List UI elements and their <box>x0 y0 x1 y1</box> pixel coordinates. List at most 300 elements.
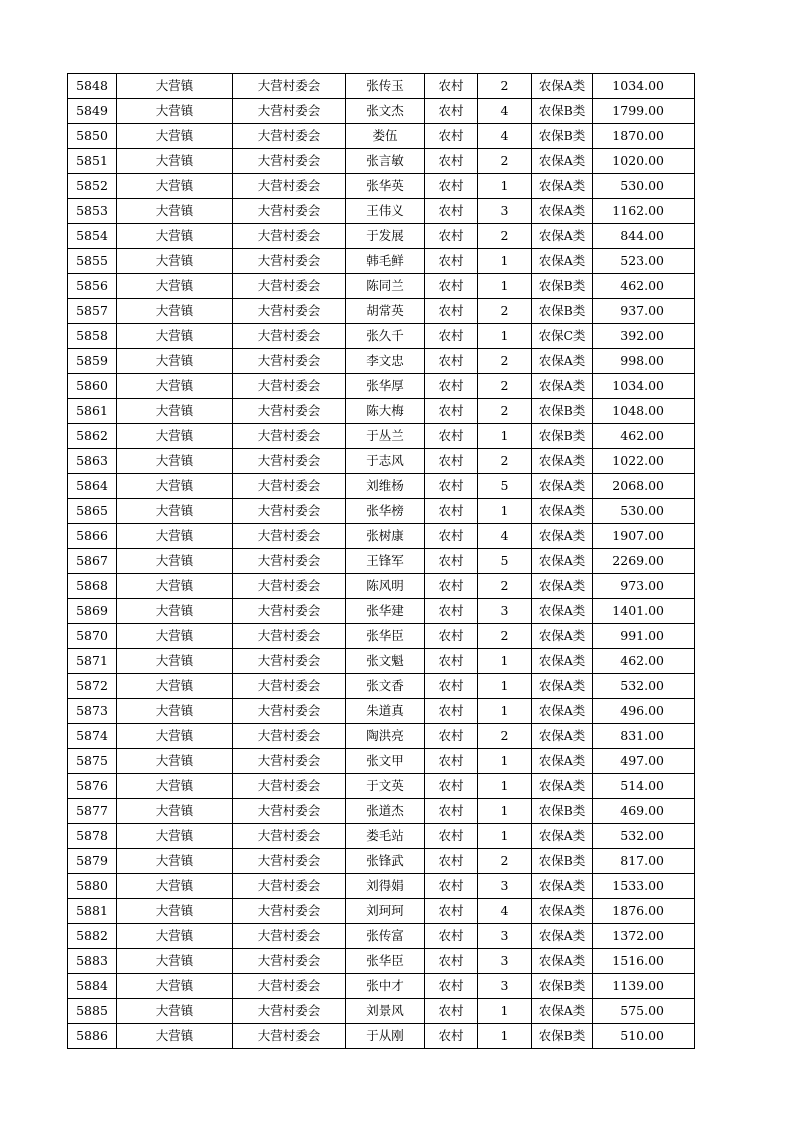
insurance-class-cell: 农保A类 <box>532 174 593 199</box>
town-cell: 大营镇 <box>117 824 233 849</box>
village-committee-cell: 大营村委会 <box>233 499 346 524</box>
village-committee-cell: 大营村委会 <box>233 449 346 474</box>
table-row <box>68 549 695 574</box>
amount-cell: 1022.00 <box>593 449 695 474</box>
amount-cell: 497.00 <box>593 749 695 774</box>
insurance-class-cell: 农保A类 <box>532 824 593 849</box>
village-committee-cell: 大营村委会 <box>233 574 346 599</box>
town-cell: 大营镇 <box>117 649 233 674</box>
amount-cell: 1876.00 <box>593 899 695 924</box>
insurance-class-cell: 农保A类 <box>532 524 593 549</box>
insurance-class-cell: 农保A类 <box>532 999 593 1024</box>
town-cell: 大营镇 <box>117 724 233 749</box>
household-size-cell: 4 <box>478 899 532 924</box>
town-cell: 大营镇 <box>117 374 233 399</box>
area-type-cell: 农村 <box>425 574 478 599</box>
town-cell: 大营镇 <box>117 474 233 499</box>
amount-cell: 530.00 <box>593 174 695 199</box>
table-row <box>68 299 695 324</box>
town-cell: 大营镇 <box>117 999 233 1024</box>
area-type-cell: 农村 <box>425 499 478 524</box>
insurance-class-cell: 农保B类 <box>532 1024 593 1049</box>
household-size-cell: 2 <box>478 399 532 424</box>
table-row <box>68 124 695 149</box>
town-cell: 大营镇 <box>117 124 233 149</box>
town-cell: 大营镇 <box>117 99 233 124</box>
village-committee-cell: 大营村委会 <box>233 899 346 924</box>
amount-cell: 532.00 <box>593 824 695 849</box>
village-committee-cell: 大营村委会 <box>233 699 346 724</box>
household-size-cell: 3 <box>478 874 532 899</box>
household-size-cell: 1 <box>478 274 532 299</box>
amount-cell: 1870.00 <box>593 124 695 149</box>
table-row <box>68 399 695 424</box>
area-type-cell: 农村 <box>425 299 478 324</box>
table-row <box>68 224 695 249</box>
amount-cell: 1907.00 <box>593 524 695 549</box>
area-type-cell: 农村 <box>425 749 478 774</box>
household-size-cell: 1 <box>478 1024 532 1049</box>
insurance-class-cell: 农保A类 <box>532 474 593 499</box>
record-id-cell: 5883 <box>68 949 117 974</box>
person-name-cell: 刘维杨 <box>346 474 425 499</box>
village-committee-cell: 大营村委会 <box>233 799 346 824</box>
person-name-cell: 张久千 <box>346 324 425 349</box>
amount-cell: 1401.00 <box>593 599 695 624</box>
record-id-cell: 5851 <box>68 149 117 174</box>
insurance-class-cell: 农保A类 <box>532 774 593 799</box>
record-id-cell: 5863 <box>68 449 117 474</box>
table-row <box>68 674 695 699</box>
town-cell: 大营镇 <box>117 574 233 599</box>
person-name-cell: 于文英 <box>346 774 425 799</box>
area-type-cell: 农村 <box>425 349 478 374</box>
village-committee-cell: 大营村委会 <box>233 924 346 949</box>
record-id-cell: 5880 <box>68 874 117 899</box>
village-committee-cell: 大营村委会 <box>233 524 346 549</box>
insurance-class-cell: 农保B类 <box>532 399 593 424</box>
insurance-class-cell: 农保A类 <box>532 249 593 274</box>
table-row <box>68 849 695 874</box>
table-row <box>68 199 695 224</box>
insurance-class-cell: 农保B类 <box>532 99 593 124</box>
area-type-cell: 农村 <box>425 699 478 724</box>
household-size-cell: 3 <box>478 924 532 949</box>
amount-cell: 2068.00 <box>593 474 695 499</box>
town-cell: 大营镇 <box>117 149 233 174</box>
record-id-cell: 5854 <box>68 224 117 249</box>
table-row <box>68 624 695 649</box>
household-size-cell: 1 <box>478 999 532 1024</box>
record-id-cell: 5850 <box>68 124 117 149</box>
table-row <box>68 249 695 274</box>
insurance-class-cell: 农保B类 <box>532 299 593 324</box>
household-size-cell: 1 <box>478 799 532 824</box>
village-committee-cell: 大营村委会 <box>233 749 346 774</box>
table-row <box>68 474 695 499</box>
area-type-cell: 农村 <box>425 724 478 749</box>
household-size-cell: 5 <box>478 474 532 499</box>
record-id-cell: 5860 <box>68 374 117 399</box>
amount-cell: 937.00 <box>593 299 695 324</box>
household-size-cell: 3 <box>478 599 532 624</box>
person-name-cell: 张华建 <box>346 599 425 624</box>
insurance-class-cell: 农保A类 <box>532 374 593 399</box>
record-id-cell: 5875 <box>68 749 117 774</box>
record-id-cell: 5857 <box>68 299 117 324</box>
village-committee-cell: 大营村委会 <box>233 724 346 749</box>
insurance-class-cell: 农保B类 <box>532 799 593 824</box>
amount-cell: 530.00 <box>593 499 695 524</box>
insurance-class-cell: 农保A类 <box>532 724 593 749</box>
village-committee-cell: 大营村委会 <box>233 324 346 349</box>
amount-cell: 496.00 <box>593 699 695 724</box>
household-size-cell: 2 <box>478 74 532 99</box>
village-committee-cell: 大营村委会 <box>233 824 346 849</box>
amount-cell: 1048.00 <box>593 399 695 424</box>
amount-cell: 973.00 <box>593 574 695 599</box>
amount-cell: 2269.00 <box>593 549 695 574</box>
person-name-cell: 张锋武 <box>346 849 425 874</box>
amount-cell: 1372.00 <box>593 924 695 949</box>
insurance-class-cell: 农保A类 <box>532 574 593 599</box>
town-cell: 大营镇 <box>117 224 233 249</box>
town-cell: 大营镇 <box>117 799 233 824</box>
table-row <box>68 1024 695 1049</box>
village-committee-cell: 大营村委会 <box>233 399 346 424</box>
town-cell: 大营镇 <box>117 74 233 99</box>
household-size-cell: 1 <box>478 174 532 199</box>
record-id-cell: 5859 <box>68 349 117 374</box>
town-cell: 大营镇 <box>117 974 233 999</box>
insurance-class-cell: 农保A类 <box>532 449 593 474</box>
table-row <box>68 749 695 774</box>
household-size-cell: 4 <box>478 524 532 549</box>
person-name-cell: 张文杰 <box>346 99 425 124</box>
area-type-cell: 农村 <box>425 124 478 149</box>
village-committee-cell: 大营村委会 <box>233 774 346 799</box>
household-size-cell: 2 <box>478 299 532 324</box>
person-name-cell: 张树康 <box>346 524 425 549</box>
record-id-cell: 5882 <box>68 924 117 949</box>
record-id-cell: 5849 <box>68 99 117 124</box>
insurance-class-cell: 农保A类 <box>532 199 593 224</box>
town-cell: 大营镇 <box>117 1024 233 1049</box>
area-type-cell: 农村 <box>425 849 478 874</box>
table-row <box>68 949 695 974</box>
record-id-cell: 5864 <box>68 474 117 499</box>
table-row <box>68 449 695 474</box>
person-name-cell: 张文甲 <box>346 749 425 774</box>
amount-cell: 469.00 <box>593 799 695 824</box>
insurance-class-cell: 农保A类 <box>532 549 593 574</box>
insurance-class-cell: 农保B类 <box>532 849 593 874</box>
person-name-cell: 张中才 <box>346 974 425 999</box>
person-name-cell: 王锋军 <box>346 549 425 574</box>
household-size-cell: 1 <box>478 249 532 274</box>
record-id-cell: 5867 <box>68 549 117 574</box>
village-committee-cell: 大营村委会 <box>233 274 346 299</box>
area-type-cell: 农村 <box>425 74 478 99</box>
person-name-cell: 张传富 <box>346 924 425 949</box>
benefit-register-table <box>67 73 695 1049</box>
amount-cell: 1162.00 <box>593 199 695 224</box>
area-type-cell: 农村 <box>425 374 478 399</box>
village-committee-cell: 大营村委会 <box>233 349 346 374</box>
area-type-cell: 农村 <box>425 449 478 474</box>
town-cell: 大营镇 <box>117 299 233 324</box>
person-name-cell: 胡常英 <box>346 299 425 324</box>
person-name-cell: 刘得娟 <box>346 874 425 899</box>
village-committee-cell: 大营村委会 <box>233 424 346 449</box>
person-name-cell: 张文魁 <box>346 649 425 674</box>
area-type-cell: 农村 <box>425 599 478 624</box>
household-size-cell: 2 <box>478 574 532 599</box>
insurance-class-cell: 农保A类 <box>532 674 593 699</box>
person-name-cell: 张华榜 <box>346 499 425 524</box>
table-row <box>68 899 695 924</box>
amount-cell: 462.00 <box>593 649 695 674</box>
insurance-class-cell: 农保A类 <box>532 599 593 624</box>
town-cell: 大营镇 <box>117 199 233 224</box>
household-size-cell: 1 <box>478 699 532 724</box>
household-size-cell: 1 <box>478 674 532 699</box>
village-committee-cell: 大营村委会 <box>233 649 346 674</box>
table-row <box>68 574 695 599</box>
record-id-cell: 5871 <box>68 649 117 674</box>
record-id-cell: 5868 <box>68 574 117 599</box>
insurance-class-cell: 农保A类 <box>532 74 593 99</box>
table-row <box>68 174 695 199</box>
amount-cell: 462.00 <box>593 424 695 449</box>
record-id-cell: 5853 <box>68 199 117 224</box>
area-type-cell: 农村 <box>425 899 478 924</box>
town-cell: 大营镇 <box>117 849 233 874</box>
area-type-cell: 农村 <box>425 199 478 224</box>
town-cell: 大营镇 <box>117 274 233 299</box>
household-size-cell: 1 <box>478 499 532 524</box>
record-id-cell: 5869 <box>68 599 117 624</box>
record-id-cell: 5876 <box>68 774 117 799</box>
area-type-cell: 农村 <box>425 649 478 674</box>
town-cell: 大营镇 <box>117 624 233 649</box>
amount-cell: 991.00 <box>593 624 695 649</box>
table-row <box>68 599 695 624</box>
household-size-cell: 2 <box>478 374 532 399</box>
person-name-cell: 刘景风 <box>346 999 425 1024</box>
amount-cell: 831.00 <box>593 724 695 749</box>
household-size-cell: 4 <box>478 99 532 124</box>
person-name-cell: 于丛兰 <box>346 424 425 449</box>
insurance-class-cell: 农保A类 <box>532 499 593 524</box>
insurance-class-cell: 农保B类 <box>532 274 593 299</box>
table-row <box>68 74 695 99</box>
person-name-cell: 张华厚 <box>346 374 425 399</box>
area-type-cell: 农村 <box>425 924 478 949</box>
household-size-cell: 2 <box>478 624 532 649</box>
town-cell: 大营镇 <box>117 424 233 449</box>
table-row <box>68 999 695 1024</box>
table-row <box>68 699 695 724</box>
table-row <box>68 874 695 899</box>
person-name-cell: 娄伍 <box>346 124 425 149</box>
insurance-class-cell: 农保A类 <box>532 899 593 924</box>
person-name-cell: 张华英 <box>346 174 425 199</box>
town-cell: 大营镇 <box>117 924 233 949</box>
table-row <box>68 824 695 849</box>
amount-cell: 392.00 <box>593 324 695 349</box>
person-name-cell: 朱道真 <box>346 699 425 724</box>
amount-cell: 844.00 <box>593 224 695 249</box>
village-committee-cell: 大营村委会 <box>233 74 346 99</box>
village-committee-cell: 大营村委会 <box>233 199 346 224</box>
person-name-cell: 陈同兰 <box>346 274 425 299</box>
table-row <box>68 374 695 399</box>
person-name-cell: 张传玉 <box>346 74 425 99</box>
town-cell: 大营镇 <box>117 699 233 724</box>
town-cell: 大营镇 <box>117 449 233 474</box>
record-id-cell: 5858 <box>68 324 117 349</box>
insurance-class-cell: 农保A类 <box>532 749 593 774</box>
household-size-cell: 3 <box>478 949 532 974</box>
area-type-cell: 农村 <box>425 424 478 449</box>
village-committee-cell: 大营村委会 <box>233 474 346 499</box>
town-cell: 大营镇 <box>117 599 233 624</box>
village-committee-cell: 大营村委会 <box>233 849 346 874</box>
table-row <box>68 649 695 674</box>
area-type-cell: 农村 <box>425 524 478 549</box>
village-committee-cell: 大营村委会 <box>233 624 346 649</box>
register-body <box>68 74 695 1049</box>
area-type-cell: 农村 <box>425 999 478 1024</box>
town-cell: 大营镇 <box>117 549 233 574</box>
village-committee-cell: 大营村委会 <box>233 999 346 1024</box>
person-name-cell: 于发展 <box>346 224 425 249</box>
village-committee-cell: 大营村委会 <box>233 874 346 899</box>
area-type-cell: 农村 <box>425 949 478 974</box>
village-committee-cell: 大营村委会 <box>233 949 346 974</box>
village-committee-cell: 大营村委会 <box>233 99 346 124</box>
household-size-cell: 3 <box>478 199 532 224</box>
household-size-cell: 5 <box>478 549 532 574</box>
person-name-cell: 李文忠 <box>346 349 425 374</box>
insurance-class-cell: 农保A类 <box>532 874 593 899</box>
amount-cell: 514.00 <box>593 774 695 799</box>
amount-cell: 575.00 <box>593 999 695 1024</box>
area-type-cell: 农村 <box>425 624 478 649</box>
amount-cell: 1799.00 <box>593 99 695 124</box>
table-row <box>68 349 695 374</box>
table-row <box>68 274 695 299</box>
household-size-cell: 1 <box>478 824 532 849</box>
table-row <box>68 774 695 799</box>
record-id-cell: 5855 <box>68 249 117 274</box>
record-id-cell: 5873 <box>68 699 117 724</box>
insurance-class-cell: 农保C类 <box>532 324 593 349</box>
area-type-cell: 农村 <box>425 474 478 499</box>
town-cell: 大营镇 <box>117 899 233 924</box>
amount-cell: 532.00 <box>593 674 695 699</box>
table-row <box>68 924 695 949</box>
person-name-cell: 于志风 <box>346 449 425 474</box>
town-cell: 大营镇 <box>117 524 233 549</box>
household-size-cell: 2 <box>478 224 532 249</box>
amount-cell: 1020.00 <box>593 149 695 174</box>
amount-cell: 1516.00 <box>593 949 695 974</box>
insurance-class-cell: 农保A类 <box>532 149 593 174</box>
record-id-cell: 5874 <box>68 724 117 749</box>
person-name-cell: 娄毛站 <box>346 824 425 849</box>
record-id-cell: 5885 <box>68 999 117 1024</box>
area-type-cell: 农村 <box>425 799 478 824</box>
household-size-cell: 2 <box>478 724 532 749</box>
village-committee-cell: 大营村委会 <box>233 299 346 324</box>
amount-cell: 462.00 <box>593 274 695 299</box>
record-id-cell: 5870 <box>68 624 117 649</box>
table-row <box>68 524 695 549</box>
insurance-class-cell: 农保B类 <box>532 974 593 999</box>
person-name-cell: 陶洪亮 <box>346 724 425 749</box>
record-id-cell: 5848 <box>68 74 117 99</box>
village-committee-cell: 大营村委会 <box>233 599 346 624</box>
table-row <box>68 424 695 449</box>
area-type-cell: 农村 <box>425 774 478 799</box>
insurance-class-cell: 农保A类 <box>532 949 593 974</box>
person-name-cell: 张文香 <box>346 674 425 699</box>
town-cell: 大营镇 <box>117 949 233 974</box>
record-id-cell: 5872 <box>68 674 117 699</box>
village-committee-cell: 大营村委会 <box>233 1024 346 1049</box>
village-committee-cell: 大营村委会 <box>233 149 346 174</box>
area-type-cell: 农村 <box>425 224 478 249</box>
insurance-class-cell: 农保A类 <box>532 649 593 674</box>
amount-cell: 510.00 <box>593 1024 695 1049</box>
area-type-cell: 农村 <box>425 174 478 199</box>
household-size-cell: 2 <box>478 449 532 474</box>
table-row <box>68 724 695 749</box>
table-row <box>68 499 695 524</box>
insurance-class-cell: 农保A类 <box>532 624 593 649</box>
household-size-cell: 2 <box>478 149 532 174</box>
person-name-cell: 于从刚 <box>346 1024 425 1049</box>
person-name-cell: 韩毛鲜 <box>346 249 425 274</box>
town-cell: 大营镇 <box>117 349 233 374</box>
person-name-cell: 王伟义 <box>346 199 425 224</box>
household-size-cell: 1 <box>478 324 532 349</box>
town-cell: 大营镇 <box>117 499 233 524</box>
person-name-cell: 张华臣 <box>346 949 425 974</box>
town-cell: 大营镇 <box>117 774 233 799</box>
amount-cell: 1034.00 <box>593 374 695 399</box>
amount-cell: 998.00 <box>593 349 695 374</box>
insurance-class-cell: 农保A类 <box>532 699 593 724</box>
household-size-cell: 2 <box>478 849 532 874</box>
area-type-cell: 农村 <box>425 874 478 899</box>
town-cell: 大营镇 <box>117 749 233 774</box>
table-row <box>68 799 695 824</box>
area-type-cell: 农村 <box>425 974 478 999</box>
village-committee-cell: 大营村委会 <box>233 374 346 399</box>
record-id-cell: 5865 <box>68 499 117 524</box>
household-size-cell: 2 <box>478 349 532 374</box>
area-type-cell: 农村 <box>425 824 478 849</box>
record-id-cell: 5884 <box>68 974 117 999</box>
amount-cell: 817.00 <box>593 849 695 874</box>
amount-cell: 1139.00 <box>593 974 695 999</box>
record-id-cell: 5861 <box>68 399 117 424</box>
insurance-class-cell: 农保A类 <box>532 224 593 249</box>
area-type-cell: 农村 <box>425 249 478 274</box>
